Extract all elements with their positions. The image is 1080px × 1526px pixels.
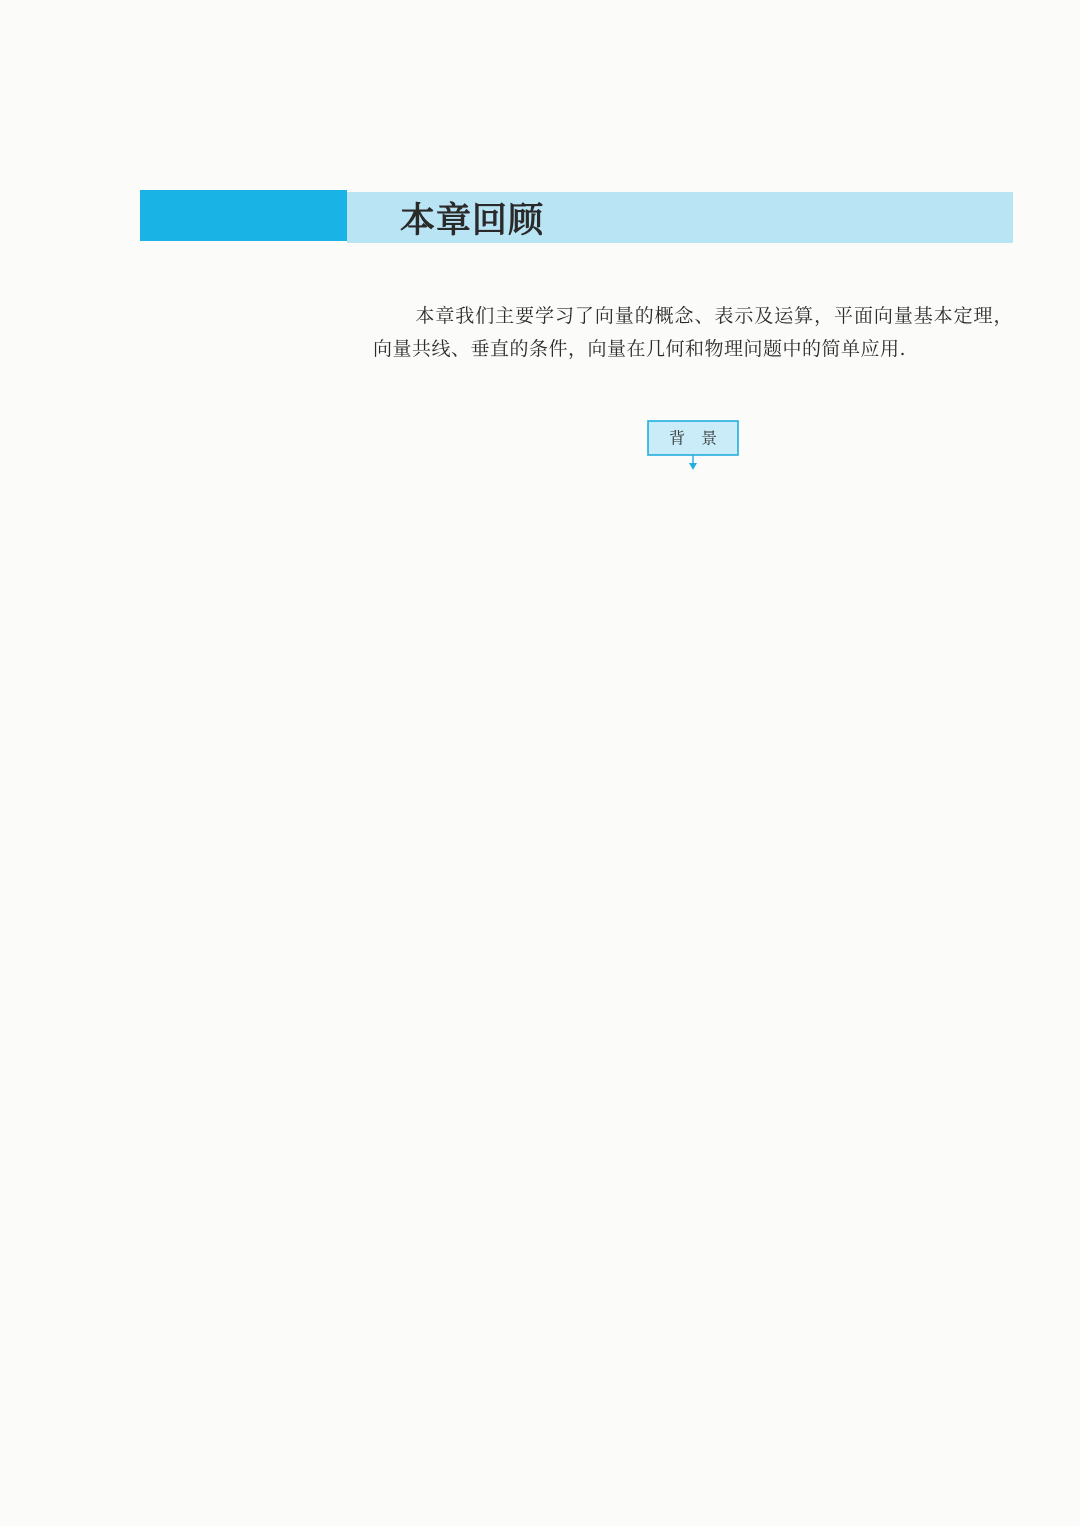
chapter-band-accent — [140, 190, 347, 241]
intro-paragraph — [373, 300, 1013, 365]
flow-label-background: 背 景 — [668, 428, 718, 448]
chapter-flowchart — [480, 415, 910, 830]
chapter-title: 本章回顾 — [400, 201, 545, 241]
flow-arrowhead — [689, 463, 697, 470]
intro-text: 本章我们主要学习了向量的概念、表示及运算，平面向量基本定理，向量共线、垂直的条件，向量在几何和物理问题中的简单应用. — [373, 305, 1013, 360]
